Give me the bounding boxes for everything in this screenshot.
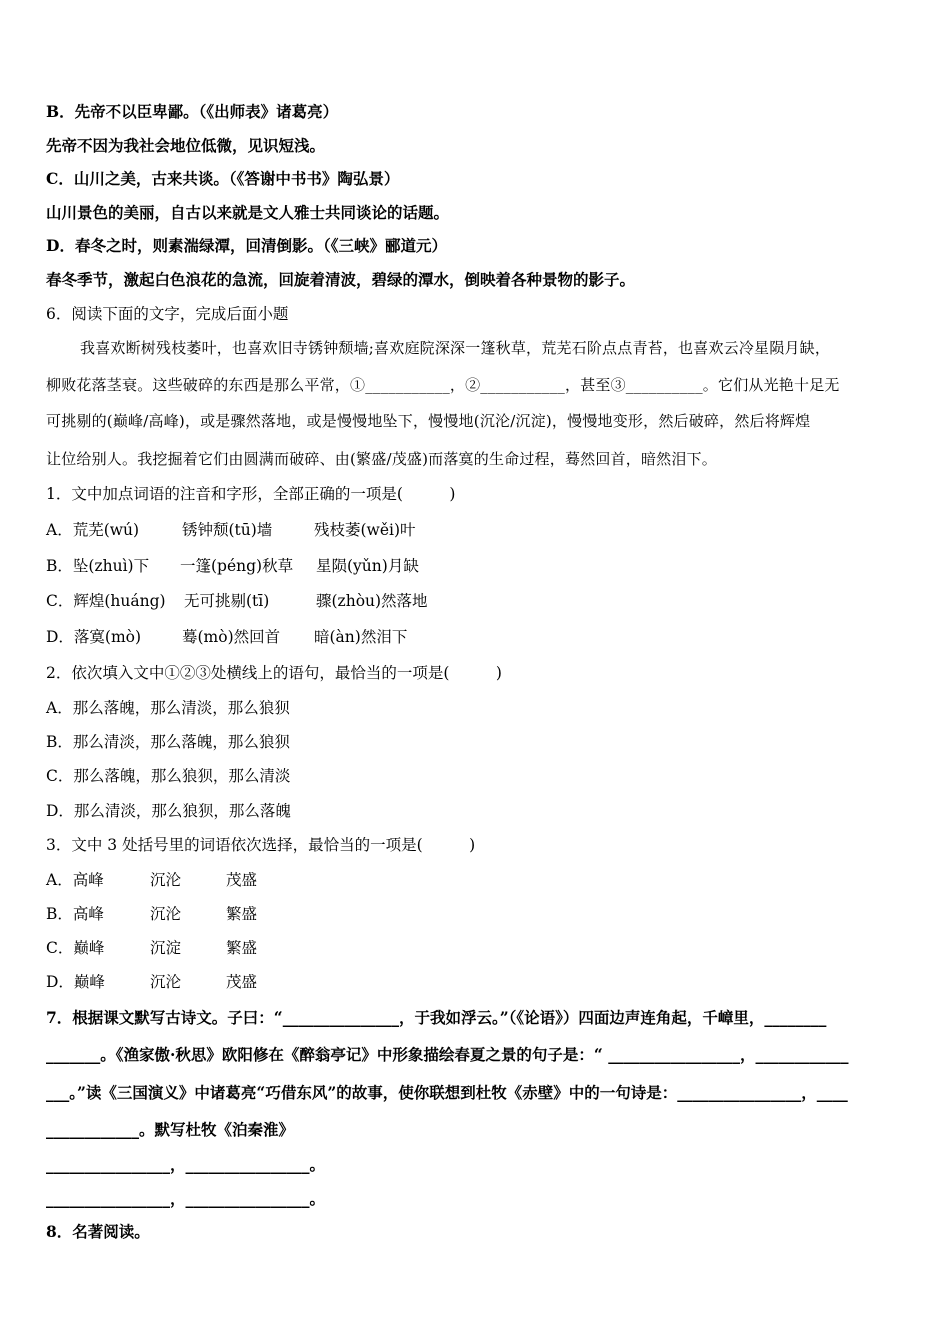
q6-sub2-stem: 2．依次填入文中①②③处横线上的语句，最恰当的一项是( )	[46, 664, 502, 682]
q7-line: ________________，________________。	[46, 1155, 326, 1174]
q6-sub3-option-b[interactable]: B．高峰 沉沦 繁盛	[46, 905, 258, 923]
q6-sub1-option-a[interactable]: A．荒芜(wú) 锈钟颓(tū)墙 残枝萎(wěi)叶	[46, 521, 416, 539]
q6-sub3-option-c[interactable]: C．巅峰 沉淀 繁盛	[46, 939, 258, 957]
q6-sub2-option-b[interactable]: B．那么清淡，那么落魄，那么狼狈	[46, 733, 290, 751]
q6-sub1-option-b[interactable]: B．坠(zhuì)下 一篷(péng)秋草 星陨(yǔn)月缺	[46, 557, 419, 575]
q5-option-d: D．春冬之时，则素湍绿潭，回清倒影。（《三峡》郦道元）	[46, 236, 447, 255]
q6-passage-line: 让位给别人。我挖掘着它们由圆满而破碎、由(繁盛/茂盛)而落寞的生命过程，蓦然回首，暗然泪下。	[46, 450, 717, 468]
q7-line: ____________。默写杜牧《泊秦淮》	[46, 1120, 295, 1139]
q7-line: 7．根据课文默写古诗文。子曰：“_______________，于我如浮云。”（《论语》）四面边声连角起，千嶂里，________	[46, 1008, 827, 1027]
q6-passage-line: 我喜欢断树残枝萎叶，也喜欢旧寺锈钟颓墙;喜欢庭院深深一篷秋草，荒芜石阶点点青苔，也喜欢云冷星陨月缺，	[80, 339, 831, 357]
q6-sub3-option-a[interactable]: A．高峰 沉沦 茂盛	[46, 871, 258, 889]
q6-sub2-option-c[interactable]: C．那么落魄，那么狼狈，那么清淡	[46, 767, 291, 785]
q6-sub1-stem: 1．文中加点词语的注音和字形，全部正确的一项是( )	[46, 485, 456, 503]
q6-sub3-option-d[interactable]: D．巅峰 沉沦 茂盛	[46, 973, 258, 991]
q5-option-d-translation: 春冬季节，激起白色浪花的急流，回旋着清波，碧绿的潭水，倒映着各种景物的影子。	[46, 270, 636, 289]
q5-option-c: C．山川之美，古来共谈。（《答谢中书书》陶弘景）	[46, 169, 400, 188]
q5-option-b: B．先帝不以臣卑鄙。（《出师表》诸葛亮）	[46, 102, 339, 121]
q6-sub2-option-a[interactable]: A．那么落魄，那么清淡，那么狼狈	[46, 699, 290, 717]
q6-sub3-stem: 3．文中 3 处括号里的词语依次选择，最恰当的一项是( )	[46, 836, 476, 854]
q6-passage-line: 柳败花落茎衰。这些破碎的东西是那么平常，①___________，②___________，甚至③__________。它们从光艳十足无	[46, 376, 840, 394]
q5-option-c-translation: 山川景色的美丽，自古以来就是文人雅士共同谈论的话题。	[46, 203, 450, 222]
q5-option-b-translation: 先帝不因为我社会地位低微，见识短浅。	[46, 136, 326, 155]
q6-sub1-option-d[interactable]: D．落寞(mò) 蓦(mò)然回首 暗(àn)然泪下	[46, 628, 408, 646]
q6-sub1-option-c[interactable]: C．辉煌(huáng) 无可挑剔(tī) 骤(zhòu)然落地	[46, 592, 428, 610]
q6-title: 6．阅读下面的文字，完成后面小题	[46, 305, 289, 323]
q6-sub2-option-d[interactable]: D．那么清淡，那么狼狈，那么落魄	[46, 802, 291, 820]
q7-line: ___。”读《三国演义》中诸葛亮“巧借东风”的故事，使你联想到杜牧《赤壁》中的一句诗是：________________，____	[46, 1083, 848, 1102]
q7-line: _______。《渔家傲·秋思》欧阳修在《醉翁亭记》中形象描绘春夏之景的句子是：“ _________________，____________	[46, 1045, 849, 1064]
q7-line: ________________，________________。	[46, 1189, 326, 1208]
q8-title: 8．名著阅读。	[46, 1222, 150, 1241]
q6-passage-line: 可挑剔的(巅峰/高峰)，或是骤然落地，或是慢慢地坠下，慢慢地(沉沦/沉淀)，慢慢地变形，然后破碎，然后将辉煌	[46, 412, 811, 430]
